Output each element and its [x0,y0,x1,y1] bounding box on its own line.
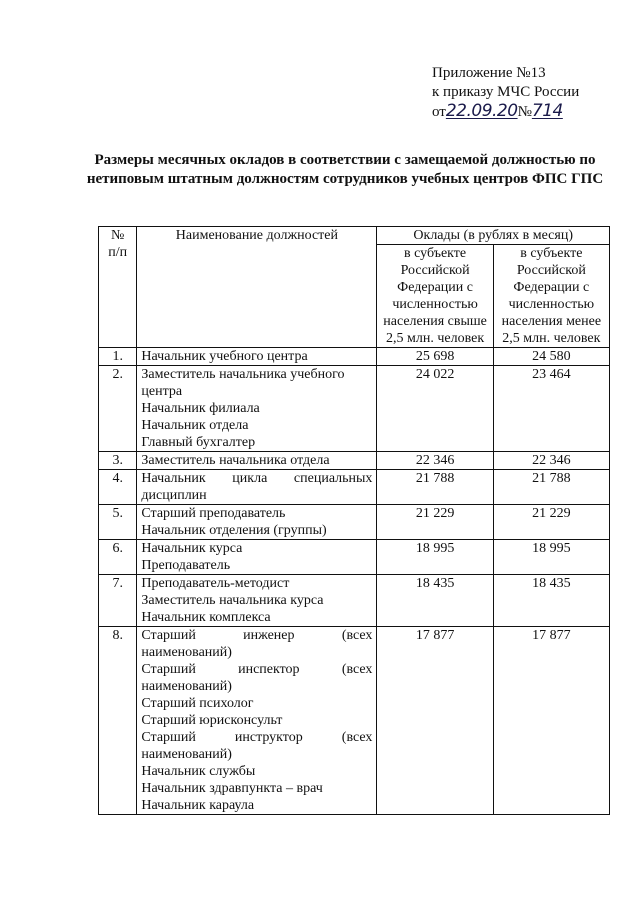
table-row [99,348,610,366]
position-name: Начальник учебного центра [141,349,308,364]
number-prefix: № [517,104,532,120]
position-name: Начальник цикла специальных дисциплин [141,471,373,503]
position-name: Начальник комплекса [141,610,271,625]
position-name: Преподаватель-методист [141,576,290,591]
row-number-cell: 5. [99,505,137,540]
appendix-number: Приложение №13 [432,65,546,81]
position-name: Начальник отделения (группы) [141,523,327,538]
position-list-cell [137,575,377,627]
position-name: Старший юрисконсульт [141,713,283,728]
salary-under-cell: 17 877 [493,627,609,815]
position-name: Старший психолог [141,696,254,711]
position-list-cell [137,470,377,505]
position-name: Начальник караула [141,798,255,813]
row-number-cell: 4. [99,470,137,505]
row-number-cell: 6. [99,540,137,575]
position-name: Преподаватель [141,558,231,573]
position-name: Старший инспектор (всех наименований) [141,662,373,694]
position-name: Начальник филиала [141,401,260,416]
table-row [99,575,610,627]
table-header-row [99,227,610,245]
order-reference: к приказу МЧС России [432,84,580,100]
header-number-cell [99,227,137,348]
date-prefix: от [432,104,446,120]
header-salary-over-cell: в субъекте Российской Федерации с численностью населения свыше 2,5 млн. человек [377,245,493,348]
salary-over-cell: 25 698 [377,348,493,366]
position-name: Начальник курса [141,541,243,556]
table-row [99,452,610,470]
row-number-cell: 2. [99,366,137,452]
header-position-cell: Наименование должностей [137,227,377,348]
salary-over-cell: 18 995 [377,540,493,575]
position-list-cell [137,540,377,575]
row-number-cell: 7. [99,575,137,627]
salary-under-cell: 21 788 [493,470,609,505]
position-name: Старший инженер (всех наименований) [141,628,373,660]
table-row [99,366,610,452]
salary-under-cell: 18 435 [493,575,609,627]
table-row [99,540,610,575]
position-list-cell [137,348,377,366]
row-number-cell: 8. [99,627,137,815]
row-number-cell: 3. [99,452,137,470]
header-number-line2: п/п [108,245,128,260]
position-name: Начальник службы [141,764,256,779]
position-name: Заместитель начальника курса [141,593,324,608]
table-row [99,470,610,505]
position-list-cell [137,627,377,815]
position-list-cell [137,366,377,452]
salary-over-cell: 21 788 [377,470,493,505]
handwritten-number: 714 [531,101,563,121]
order-date-number [432,102,579,122]
position-name: Заместитель начальника отдела [141,453,330,468]
row-number-cell: 1. [99,348,137,366]
salary-over-cell: 24 022 [377,366,493,452]
salary-under-cell: 18 995 [493,540,609,575]
salary-over-cell: 22 346 [377,452,493,470]
header-salary-under-cell: в субъекте Российской Федерации с численностью населения менее 2,5 млн. человек [493,245,609,348]
salary-over-cell: 17 877 [377,627,493,815]
salary-over-cell: 18 435 [377,575,493,627]
table-row [99,505,610,540]
position-name: Начальник отдела [141,418,249,433]
salary-table [98,226,610,815]
document-title: Размеры месячных окладов в соответствии с замещаемой должностью по нетиповым штатным должностям сотрудников учебных центров ФПС ГПС [86,152,604,187]
header-salary-cell: Оклады (в рублях в месяц) [377,227,610,245]
position-name: Старший инструктор (всех наименований) [141,730,373,762]
position-list-cell [137,505,377,540]
table-row [99,627,610,815]
salary-under-cell: 23 464 [493,366,609,452]
position-name: Начальник здравпункта – врач [141,781,323,796]
salary-over-cell: 21 229 [377,505,493,540]
position-name: Старший преподаватель [141,506,286,521]
handwritten-date: 22.09.20 [445,101,518,121]
position-name: Главный бухгалтер [141,435,256,450]
position-list-cell [137,452,377,470]
salary-under-cell: 21 229 [493,505,609,540]
position-name: Заместитель начальника учебного центра [141,367,345,399]
salary-under-cell: 22 346 [493,452,609,470]
appendix-reference [432,64,579,122]
header-number-line1: № [111,228,125,243]
salary-under-cell: 24 580 [493,348,609,366]
